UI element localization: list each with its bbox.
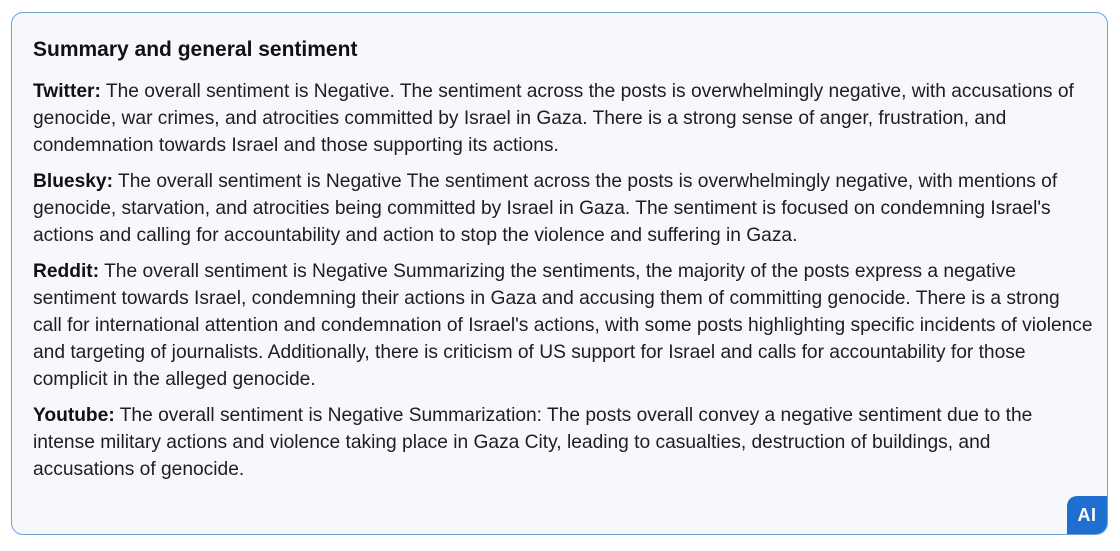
section-youtube — [33, 402, 1093, 483]
section-label-youtube: Youtube: — [33, 405, 115, 426]
summary-title: Summary and general sentiment — [33, 38, 358, 61]
section-text-twitter: The overall sentiment is Negative. The sentiment across the posts is overwhelmingly negative, with accusations of genocide, war crimes, and atrocities committed by Israel in Gaza. There is a strong sense of anger, frustration, and condemnation towards Israel and those supporting its actions. — [33, 81, 1074, 156]
section-label-bluesky: Bluesky: — [33, 171, 113, 192]
section-text-youtube: The overall sentiment is Negative Summarization: The posts overall convey a negative sentiment due to the intense military actions and violence taking place in Gaza City, leading to casualties, destruction of buildings, and accusations of genocide. — [33, 405, 1033, 480]
section-bluesky — [33, 168, 1093, 249]
section-label-twitter: Twitter: — [33, 81, 101, 102]
summary-card — [11, 12, 1108, 535]
ai-badge[interactable]: AI — [1067, 496, 1107, 534]
section-text-reddit: The overall sentiment is Negative Summarizing the sentiments, the majority of the posts express a negative sentiment towards Israel, condemning their actions in Gaza and accusing them of committing genocide. There is a strong call for international attention and condemnation of Israel's actions, with some posts highlighting specific incidents of violence and targeting of journalists. Additionally, there is criticism of US support for Israel and calls for accountability for those complicit in the alleged genocide. — [33, 261, 1093, 390]
section-label-reddit: Reddit: — [33, 261, 100, 282]
section-reddit — [33, 258, 1093, 393]
section-twitter — [33, 78, 1093, 159]
section-text-bluesky: The overall sentiment is Negative The sentiment across the posts is overwhelmingly negative, with mentions of genocide, starvation, and atrocities being committed by Israel in Gaza. The sentiment is focused on condemning Israel's actions and calling for accountability and action to stop the violence and suffering in Gaza. — [33, 171, 1058, 246]
